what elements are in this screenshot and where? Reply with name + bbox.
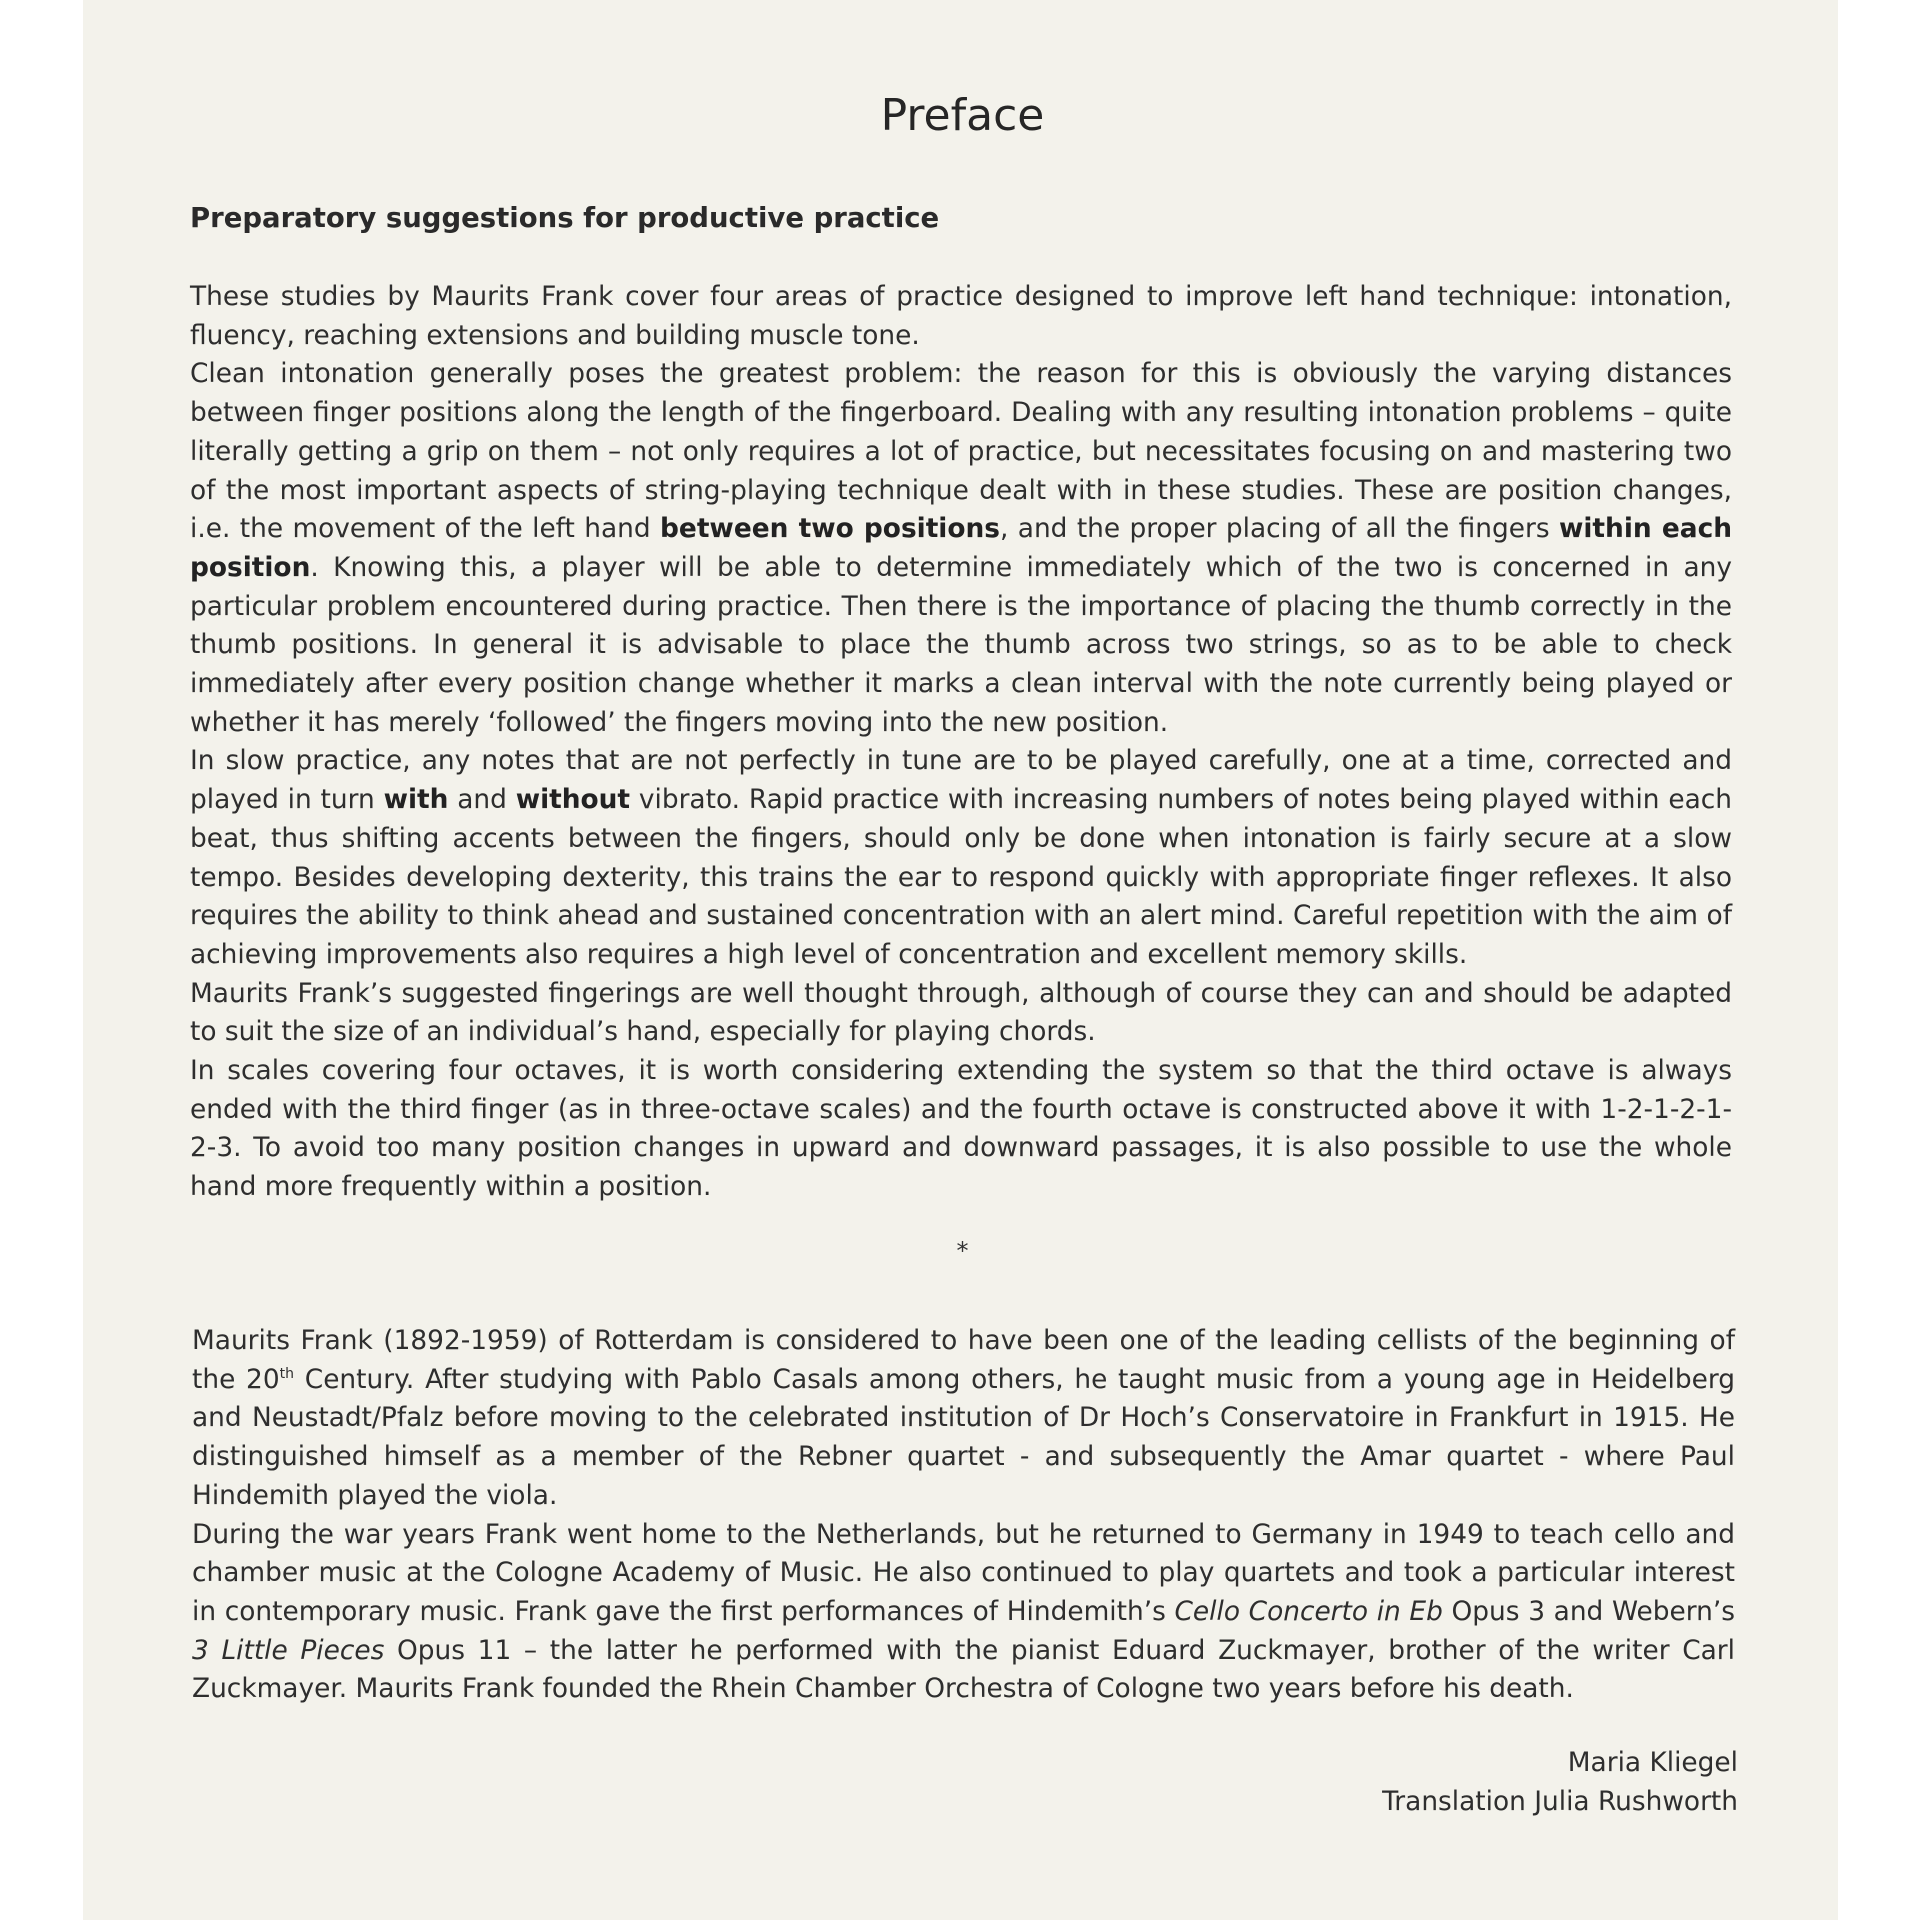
page-title: Preface [880,90,1045,141]
translator-credit: Translation Julia Rushworth [1382,1785,1738,1817]
text-run: In slow practice, any notes that are not perfectly in tune are to be played carefully, one at a time, corrected and played in turn [190,745,1732,816]
italic-title: 3 Little Pieces [192,1634,385,1666]
italic-title: Cello Concerto in Eb [1174,1595,1443,1627]
text-run: and [448,784,516,816]
document-page [83,0,1838,1920]
text-run: Opus 11 – the latter he performed with the pianist Eduard Zuckmayer, brother of the writer Carl Zuckmayer. Maurits Frank founded the Rhein Chamber Orchestra of Cologne two years before his death. [192,1634,1735,1705]
paragraph-fingerings: Maurits Frank’s suggested fingerings are well thought through, although of course they can and should be adapted to suit the size of an individual’s hand, especially for playing chords. [190,977,1732,1048]
bold-phrase: with [383,784,449,816]
paragraph-later-career [192,1516,1735,1710]
paragraph-intonation [190,355,1732,742]
signature-block [1382,1744,1738,1821]
text-run: vibrato. Rapid practice with increasing numbers of notes being played within each beat, thus shifting accents between the fingers, should only be done when intonation is fairly secure at a slow tempo. Besides developing dexterity, this trains the ear to respond quickly with appropriate finger reflexes. It also requires the ability to think ahead and sustained concentration with an alert mind. Careful repetition with the aim of achieving improvements also requires a high level of concentration and excellent memory skills. [190,784,1732,970]
paragraph-scales: In scales covering four octaves, it is worth considering extending the system so that the third octave is always ended with the third finger (as in three-octave scales) and the fourth octave is constructed above it with 1-2-1-2-1-2-3. To avoid too many position changes in upward and downward passages, it is also possible to use the whole hand more frequently within a position. [190,1055,1732,1203]
text-run: Clean intonation generally poses the greatest problem: the reason for this is obviously the varying distances between finger positions along the length of the fingerboard. Dealing with any resulting intonation problems – quite literally getting a grip on them – not only requires a lot of practice, but necessitates focusing on and mastering two of the most important aspects of string-playing technique dealt with in these studies. These are position changes, i.e. the movement of the left hand [190,358,1732,545]
text-run: . Knowing this, a player will be able to determine immediately which of the two is concerned in any particular problem encountered during practice. Then there is the importance of placing the thumb correctly in the thumb positions. In general it is advisable to place the thumb across two strings, so as to be able to check immediately after every position change whether it marks a clean interval with the note currently being played or whether it has merely ‘followed’ the fingers moving into the new position. [190,551,1732,738]
author-name: Maria Kliegel [1567,1747,1738,1778]
bold-phrase: within each position [190,513,1732,583]
superscript: th [279,1365,295,1382]
text-run: Opus 3 and Webern’s [1442,1595,1735,1627]
biography-text [192,1322,1735,1709]
text-run: Maurits Frank (1892-1959) of Rotterdam is considered to have been one of the leading cellists of the beginning of the 20 [192,1325,1735,1395]
paragraph-slow-practice [190,742,1732,974]
text-run: Century. After studying with Pablo Casals among others, he taught music from a young age in Heidelberg and Neustadt/Pfalz before moving to the celebrated institution of Dr Hoch’s Conservatoire in Frankfurt in 1915. He distinguished himself as a member of the Rebner quartet - and subsequently the Amar quartet - where Paul Hindemith played the viola. [192,1363,1735,1511]
paragraph-biography [192,1322,1735,1516]
text-run: During the war years Frank went home to the Netherlands, but he returned to Germany in 1949 to teach cello and chamber music at the Cologne Academy of Music. He also continued to play quartets and took a particular interest in contemporary music. Frank gave the first performances of Hindemith’s [192,1518,1735,1627]
text-run: , and the proper placing of all the fingers [999,513,1559,545]
bold-phrase: between two positions [660,513,1000,545]
paragraph-intro: These studies by Maurits Frank cover four areas of practice designed to improve left hand technique: intonation, fluency, reaching extensions and building muscle tone. [190,281,1732,351]
section-separator: * [956,1237,969,1265]
section-heading: Preparatory suggestions for productive practice [190,202,940,234]
practice-suggestions-text [190,278,1732,1207]
bold-phrase: without [515,784,631,816]
